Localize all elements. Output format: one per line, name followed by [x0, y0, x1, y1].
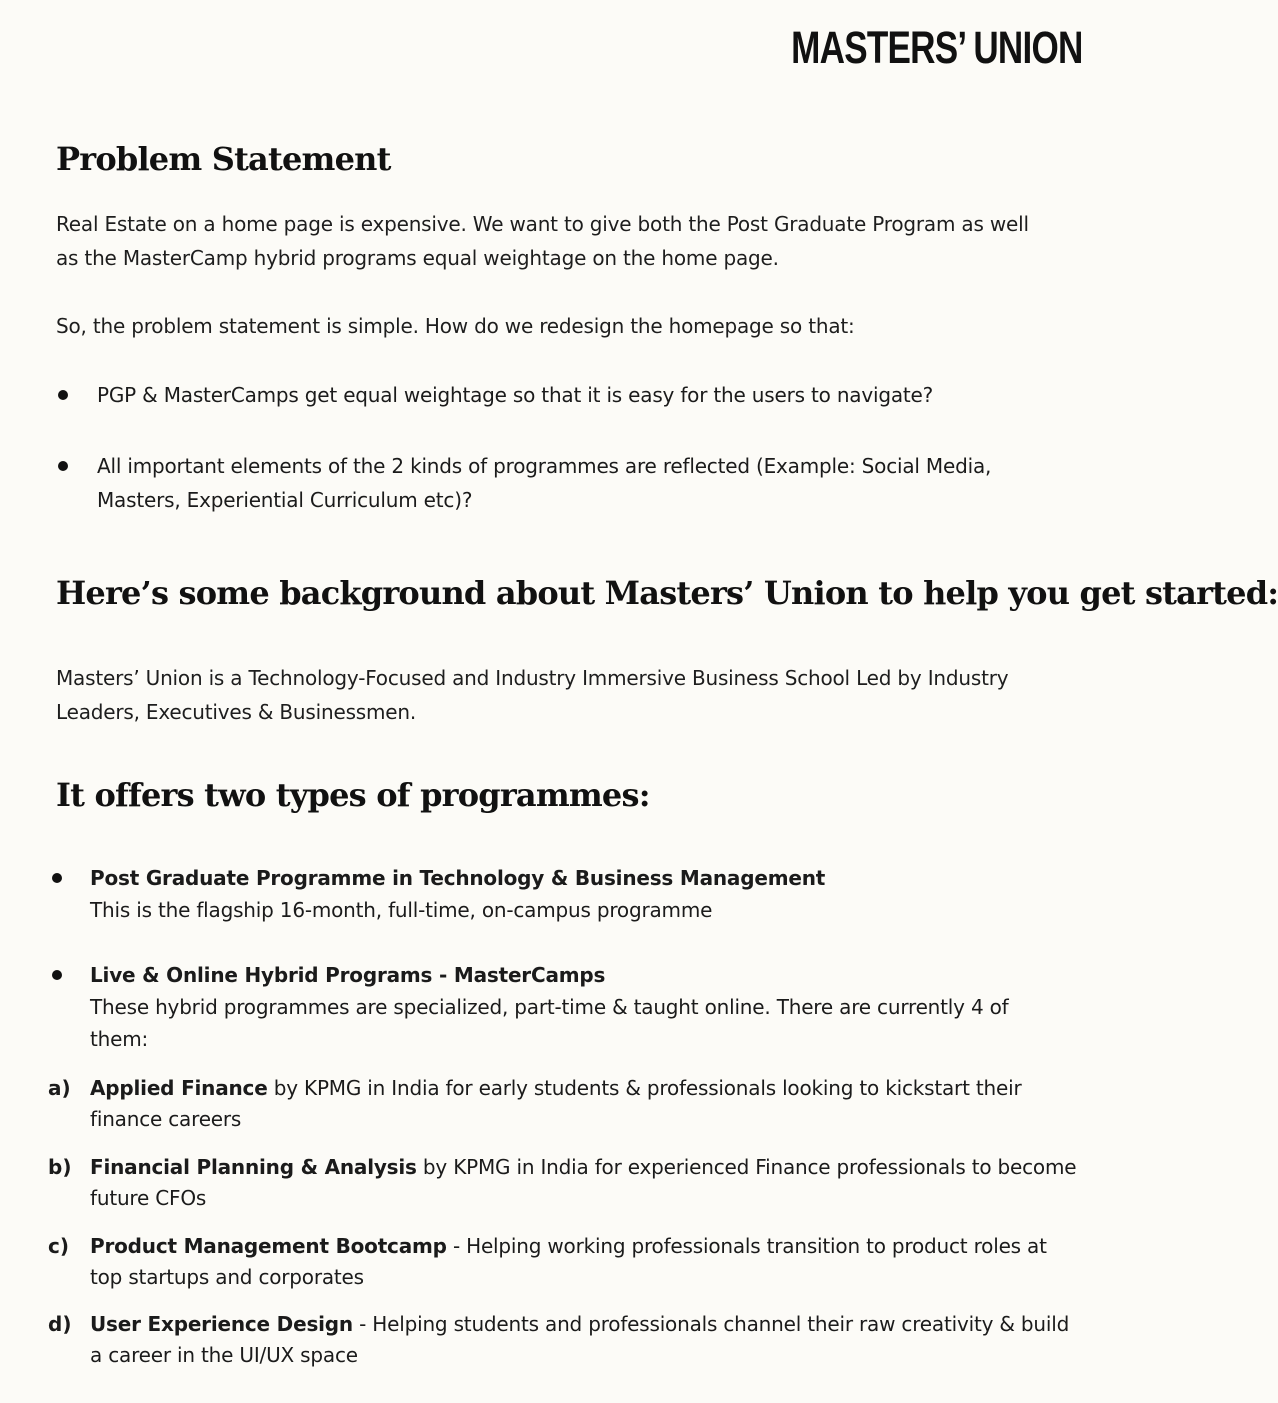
- list-marker: b): [48, 1155, 72, 1179]
- programme-title: Post Graduate Programme in Technology & Business Management: [90, 866, 826, 890]
- mastercamp-name: Applied Finance: [90, 1076, 268, 1100]
- problem-paragraph: Real Estate on a home page is expensive. We want to give both the Post Graduate Program as well as the MasterCamp hybrid programs equal weightage on the home page.: [56, 212, 1029, 270]
- mastercamp-name: User Experience Design: [90, 1312, 353, 1336]
- bullet-dot-icon: [58, 390, 68, 400]
- bullet-dot-icon: [52, 970, 62, 980]
- problem-bullet-text: PGP & MasterCamps get equal weightage so that it is easy for the users to navigate?: [97, 383, 934, 407]
- background-heading: Here’s some background about Masters’ Union to help you get started:: [56, 574, 1278, 612]
- bullet-dot-icon: [52, 873, 62, 883]
- mastercamp-description: by KPMG in India for experienced Finance professionals to become future CFOs: [90, 1155, 1077, 1210]
- problem-bullet-text: All important elements of the 2 kinds of programmes are reflected (Example: Social Media, Masters, Experiential Curriculum etc)?: [97, 454, 992, 512]
- list-marker: d): [48, 1312, 72, 1336]
- programme-description: These hybrid programmes are specialized, part-time & taught online. There are currently 4 of them:: [90, 995, 1009, 1051]
- mastercamp-text: [90, 1231, 1078, 1293]
- background-paragraph: Masters’ Union is a Technology-Focused and Industry Immersive Business School Led by Industry Leaders, Executives & Businessmen.: [56, 666, 1009, 724]
- problem-heading: Problem Statement: [56, 140, 391, 178]
- mastercamp-name: Product Management Bootcamp: [90, 1234, 447, 1258]
- mastercamp-text: [90, 1073, 1078, 1135]
- list-marker: a): [48, 1076, 71, 1100]
- programmes-heading: It offers two types of programmes:: [56, 776, 650, 814]
- bullet-dot-icon: [58, 461, 68, 471]
- mastercamp-description: - Helping working professionals transition to product roles at top startups and corporates: [90, 1234, 1047, 1289]
- brand-logo: MASTERS’ UNION: [791, 22, 1083, 73]
- problem-question-intro: So, the problem statement is simple. How do we redesign the homepage so that:: [56, 314, 855, 338]
- mastercamp-name: Financial Planning & Analysis: [90, 1155, 417, 1179]
- mastercamp-description: by KPMG in India for early students & professionals looking to kickstart their finance careers: [90, 1076, 1022, 1131]
- programme-title: Live & Online Hybrid Programs - MasterCamps: [90, 963, 606, 987]
- mastercamp-description: - Helping students and professionals channel their raw creativity & build a career in the UI/UX space: [90, 1312, 1070, 1367]
- list-marker: c): [48, 1234, 69, 1258]
- programme-description: This is the flagship 16-month, full-time, on-campus programme: [90, 898, 713, 922]
- mastercamp-text: [90, 1152, 1078, 1214]
- mastercamp-text: [90, 1309, 1078, 1371]
